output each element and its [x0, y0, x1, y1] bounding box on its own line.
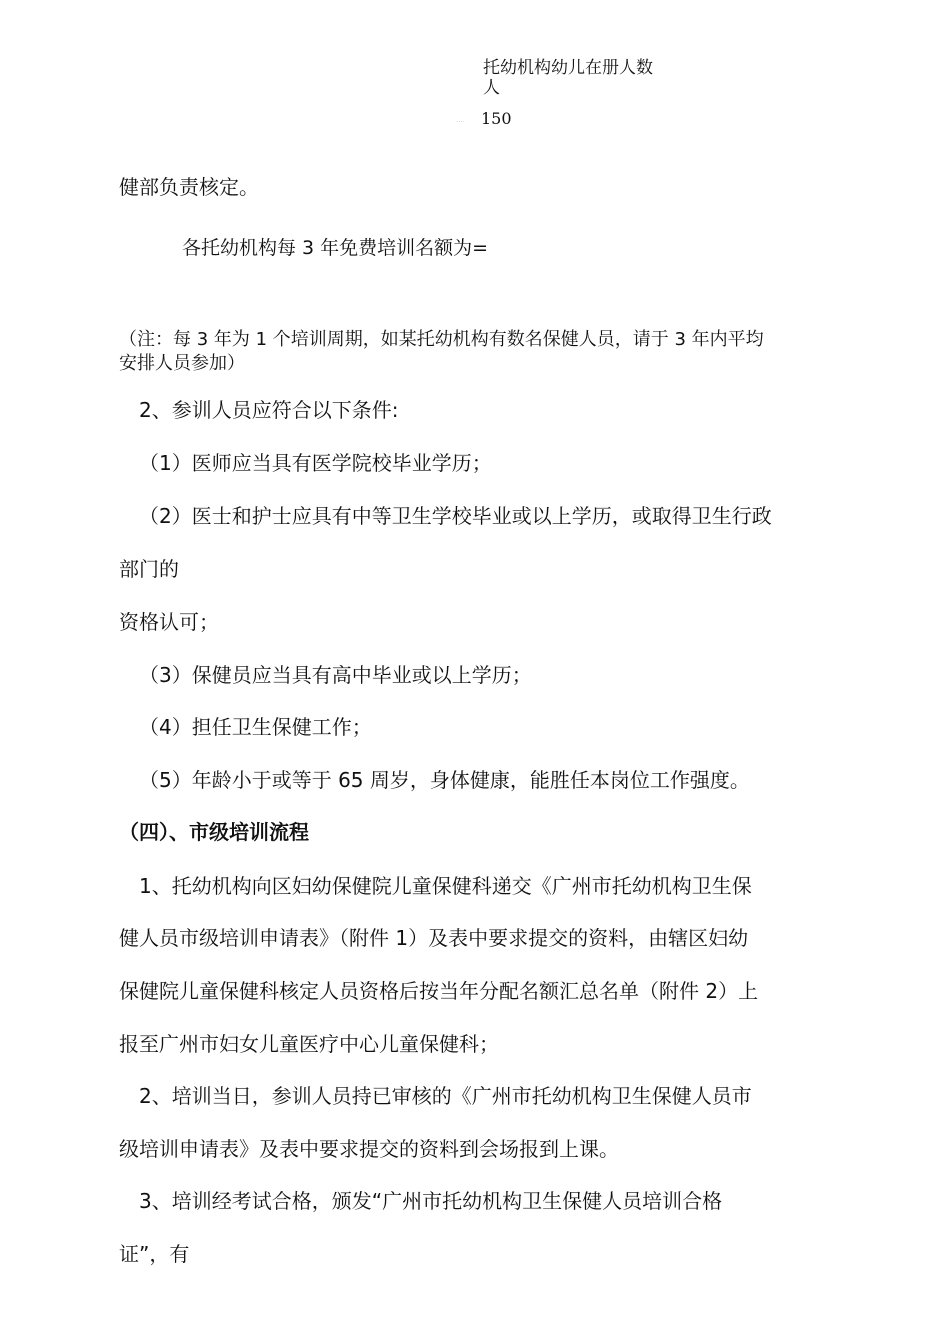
conditions-intro: 2、参训人员应符合以下条件: [139, 398, 399, 422]
formula-numerator-unit: 人 [483, 78, 500, 98]
step-3-line-1: 3、培训经考试合格，颁发“广州市托幼机构卫生保健人员培训合格 [139, 1189, 723, 1213]
continuation-text: 健部负责核定。 [119, 175, 259, 199]
note-line-2: 安排人员参加） [119, 353, 245, 374]
quota-label: 各托幼机构每 3 年免费培训名额为= [182, 237, 489, 259]
formula-numerator: 托幼机构幼儿在册人数 [483, 58, 653, 78]
note-line-1: （注：每 3 年为 1 个培训周期，如某托幼机构有数名保健人员，请于 3 年内平均 [119, 329, 764, 350]
step-1-line-2: 健人员市级培训申请表》（附件 1）及表中要求提交的资料，由辖区妇幼 [119, 926, 749, 950]
step-1-line-1: 1、托幼机构向区妇幼保健院儿童保健科递交《广州市托幼机构卫生保 [139, 874, 752, 898]
condition-5: （5）年龄小于或等于 65 周岁，身体健康，能胜任本岗位工作强度。 [139, 768, 750, 792]
condition-4: （4）担任卫生保健工作； [139, 715, 372, 739]
step-1-line-3: 保健院儿童保健科核定人员资格后按当年分配名额汇总名单（附件 2）上 [119, 979, 759, 1003]
section-heading: （四）、市级培训流程 [119, 820, 309, 844]
formula-denominator: 150 [481, 109, 512, 128]
condition-2-line-3: 资格认可； [119, 610, 219, 634]
condition-3: （3）保健员应当具有高中毕业或以上学历； [139, 663, 532, 687]
condition-1: （1）医师应当具有医学院校毕业学历； [139, 451, 492, 475]
condition-2-line-1: （2）医士和护士应具有中等卫生学校毕业或以上学历，或取得卫生行政 [139, 504, 772, 528]
condition-2-line-2: 部门的 [119, 557, 179, 581]
formula-faint-mark: .... [456, 116, 465, 124]
step-3-line-2: 证”，有 [119, 1242, 190, 1266]
step-2-line-1: 2、培训当日，参训人员持已审核的《广州市托幼机构卫生保健人员市 [139, 1084, 752, 1108]
step-1-line-4: 报至广州市妇女儿童医疗中心儿童保健科； [119, 1032, 499, 1056]
step-2-line-2: 级培训申请表》及表中要求提交的资料到会场报到上课。 [119, 1137, 619, 1161]
